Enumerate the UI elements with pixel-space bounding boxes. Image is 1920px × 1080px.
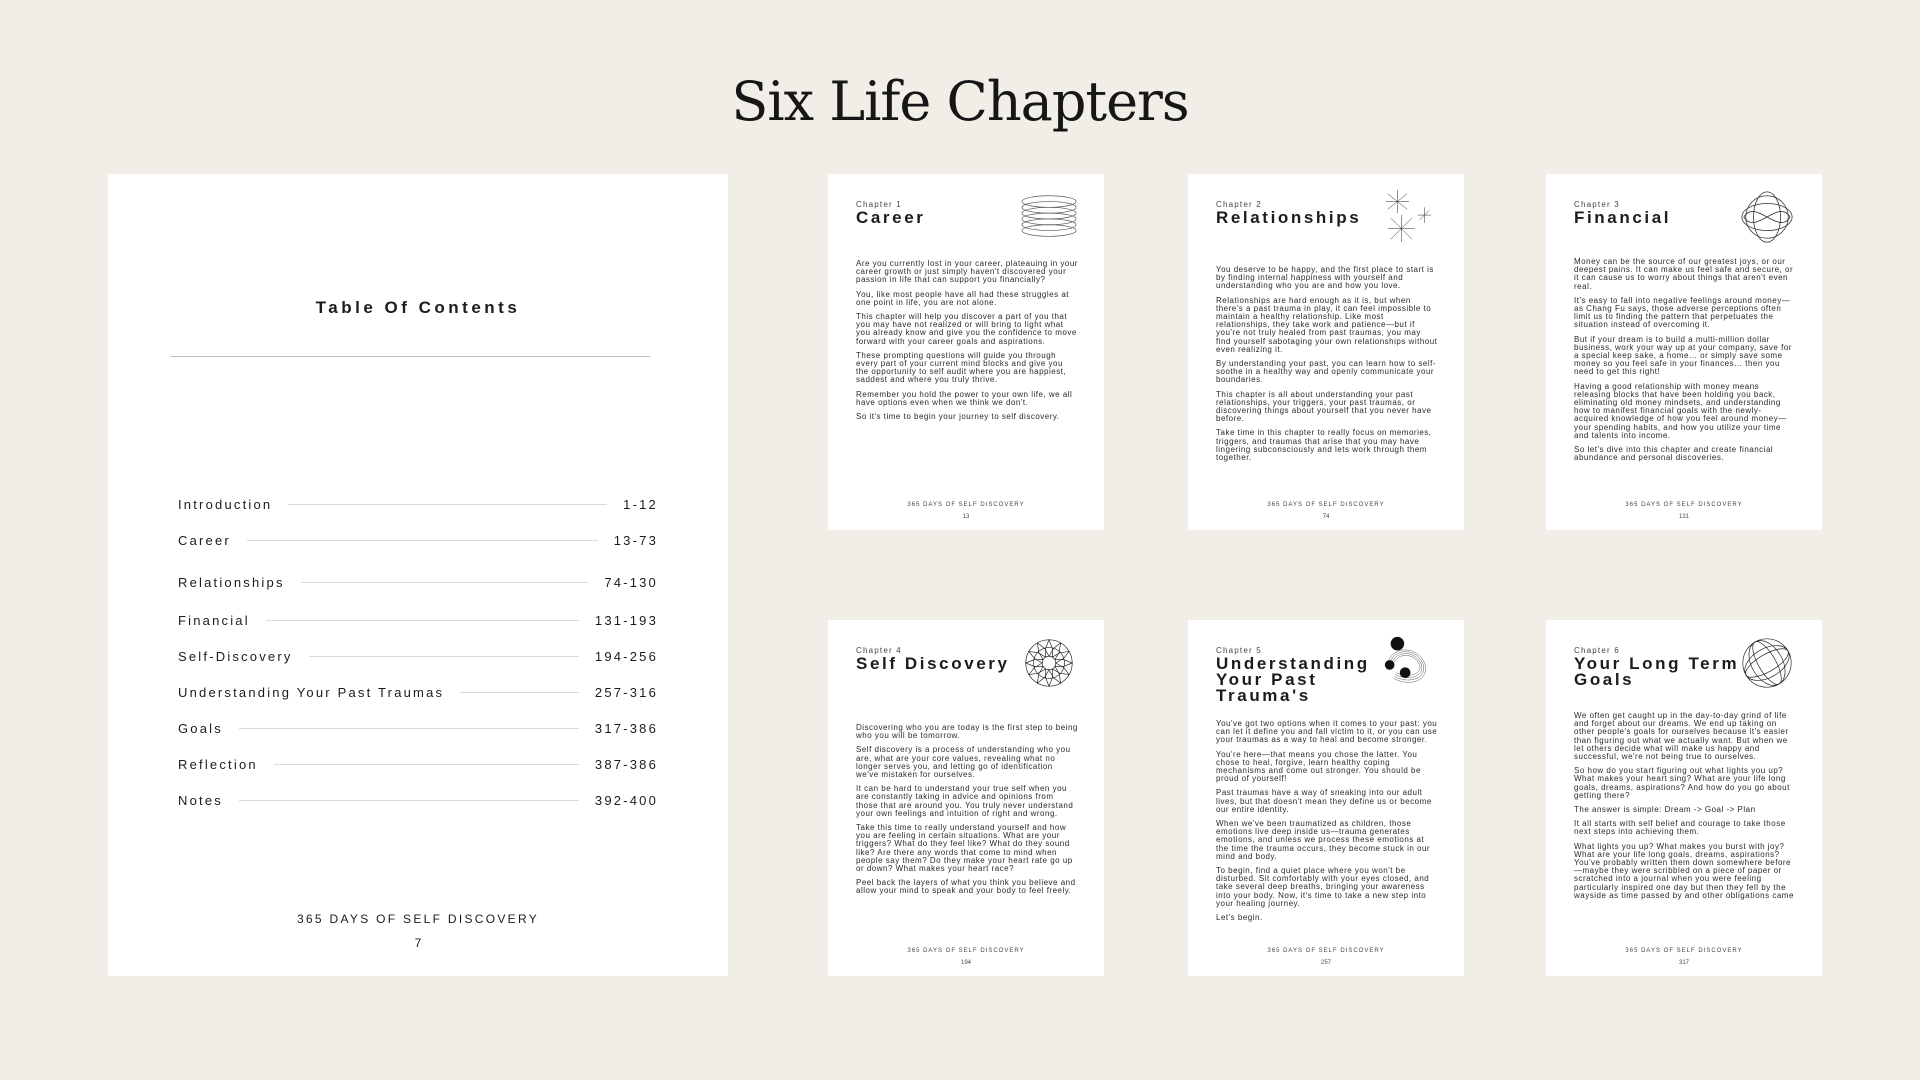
toc-leader: [274, 764, 579, 765]
toc-entry: [178, 494, 658, 514]
chapter-paragraph: To begin, find a quiet place where you won't be disturbed. Sit comfortably with your eyes closed, and take several deep breaths, bringing your awareness into your body. Now, it's time to take a new step into your healing journey.: [1216, 866, 1430, 908]
chapter-footer: 365 DAYS OF SELF DISCOVERY: [907, 948, 1025, 954]
chapter-paragraph: You've got two options when it comes to your past: you can let it define you and fall victim to it, or you can use your traumas as a way to heal and become stronger.: [1216, 719, 1438, 745]
chapter-page-number: 13: [962, 514, 970, 520]
toc-entry-pages: 13-73: [613, 532, 658, 548]
chapter-title: Relationships: [1216, 208, 1362, 227]
chapter-label: Chapter 6: [1574, 646, 1620, 655]
toc-leader: [239, 728, 579, 729]
chapter-paragraph: By understanding your past, you can learn how to self-soothe in a healthy way and openly communicate your boundaries.: [1216, 359, 1436, 385]
toc-entry-pages: 257-316: [594, 684, 658, 700]
chapter-footer: 365 DAYS OF SELF DISCOVERY: [1267, 502, 1385, 508]
toc-leader: [239, 800, 579, 801]
toc-entry: [178, 718, 658, 738]
toc-leader: [301, 582, 589, 583]
chapter-paragraph: Peel back the layers of what you think you believe and allow your mind to speak and your body to feel freely.: [856, 878, 1076, 896]
chapter-body: [1216, 266, 1438, 468]
chapter-paragraph: These prompting questions will guide you through every part of your current mind blocks and give you the opportunity to self audit where you are happiest, saddest and where you truly thrive.: [856, 350, 1067, 385]
chapter-page-number: 194: [960, 960, 971, 966]
toc-footer: 365 DAYS OF SELF DISCOVERY: [296, 912, 540, 926]
chapter-page-long-term-goals: [1546, 620, 1822, 976]
chapter-paragraph: Are you currently lost in your career, plateauing in your career growth or just simply haven't discovered your passion in life that can support you financially?: [856, 259, 1078, 285]
chapter-paragraph: We often get caught up in the day-to-day grind of life and forget about our dreams. We end up taking on other people's goals for ourselves because it's easier than figuring out what we actually want. But when we let others decide what will make us happy and successful, we're not being true to ourselves.: [1574, 711, 1789, 762]
toc-entry-pages: 194-256: [594, 648, 658, 664]
toc-entry: [178, 646, 658, 666]
page-title: Six Life Chapters: [731, 70, 1189, 133]
chapter-paragraph: This chapter will help you discover a part of you that you may have not realized or will bring to light what you already know and give you the confidence to move forward with your career goals and aspirations.: [856, 312, 1077, 346]
toc-leader: [266, 620, 579, 621]
toc-leader: [288, 504, 607, 505]
chapter-page-number: 131: [1678, 514, 1689, 520]
toc-entry: [178, 790, 658, 810]
chapter-paragraph: Take this time to really understand yourself and how you are feeling in certain situations. What are your triggers? What do they feel like? What do they sound like? Are there any words that come to mind when people say them? Do they make your heart rate go up or down? What makes your heart race?: [856, 823, 1073, 874]
toc-heading: Table Of Contents: [315, 298, 521, 317]
chapter-footer: 365 DAYS OF SELF DISCOVERY: [1625, 948, 1743, 954]
chapter-label: Chapter 5: [1216, 646, 1262, 655]
toc-entry: [178, 530, 658, 550]
toc-entry-label: Notes: [178, 792, 223, 808]
chapter-body: [1216, 720, 1438, 928]
chapter-paragraph: It can be hard to understand your true self when you are constantly taking in advice and opinions from those that are around you. You truly never understand your own feelings and intuition of right and wrong.: [856, 784, 1074, 818]
chapter-paragraph: So let's dive into this chapter and create financial abundance and personal discoveries.: [1574, 445, 1774, 463]
toc-page-number: 7: [414, 936, 422, 950]
toc-entry-label: Reflection: [178, 756, 258, 772]
chapter-body: [856, 260, 1078, 427]
chapter-footer: 365 DAYS OF SELF DISCOVERY: [1267, 948, 1385, 954]
wire-globe-icon: [1738, 634, 1796, 692]
toc-leader: [460, 692, 579, 693]
chapter-page-relationships: [1188, 174, 1464, 530]
chapter-title: Career: [856, 208, 926, 227]
chapter-page-self-discovery: [828, 620, 1104, 976]
chapter-paragraph: Relationships are hard enough as it is, but when there's a past trauma in play, it can feel impossible to maintain a healthy relationship. Like most relationships, they take work and patience—but if you're not truly healed from past traumas, you may find yourself sabotaging your own relationships without even realizing it.: [1216, 295, 1438, 354]
chapter-page-number: 74: [1322, 514, 1330, 520]
chapter-title: Financial: [1574, 208, 1672, 227]
toc-entry: [178, 682, 658, 702]
chapter-paragraph: You deserve to be happy, and the first place to start is by finding internal happiness with yourself and understanding who you are and how you love.: [1216, 265, 1434, 291]
chapter-paragraph: Let's begin.: [1216, 913, 1263, 923]
chapter-paragraph: Remember you hold the power to your own life, we all have options even when we think we don't.: [856, 389, 1073, 407]
chapter-paragraph: You, like most people have all had these struggles at one point in life, you are not alone.: [856, 289, 1069, 307]
chapter-label: Chapter 3: [1574, 200, 1620, 209]
toc-entry: [178, 754, 658, 774]
interlocking-loops-icon: [1738, 188, 1796, 246]
toc-entry-label: Goals: [178, 720, 223, 736]
toc-entry-label: Introduction: [178, 496, 273, 512]
toc-entry-label: Self-Discovery: [178, 648, 293, 664]
toc-page: [108, 174, 728, 976]
toc-divider: [170, 356, 650, 357]
chapter-footer: 365 DAYS OF SELF DISCOVERY: [907, 502, 1025, 508]
wavy-circles-icon: [1380, 634, 1438, 692]
chapter-paragraph: So it's time to begin your journey to self discovery.: [856, 412, 1060, 422]
chapter-title: Your Long Term Goals: [1574, 654, 1740, 689]
toc-entry-pages: 131-193: [594, 612, 658, 628]
chapter-paragraph: It's easy to fall into negative feelings around money—as Chang Fu says, those adverse perceptions often limit us to finding the pattern that perpetuates the situation instead of overcoming it.: [1574, 295, 1791, 330]
toc-leader: [309, 656, 579, 657]
chapter-page-past-traumas: [1188, 620, 1464, 976]
chapter-paragraph: Having a good relationship with money means releasing blocks that have been holding you back, eliminating old money mindsets, and understanding how to manifest financial goals with the newly-acquired knowledge of how you feel around money—your spending habits, and how you utilize your time and talents into income.: [1574, 381, 1787, 440]
chapter-body: [1574, 258, 1796, 468]
chapter-paragraph: The answer is simple: Dream -> Goal -> Plan: [1574, 805, 1756, 815]
chapter-label: Chapter 4: [856, 646, 902, 655]
toc-entry-pages: 317-386: [594, 720, 658, 736]
chapter-page-number: 317: [1678, 960, 1689, 966]
chapter-body: [1574, 712, 1796, 906]
toc-leader: [247, 540, 598, 541]
chapter-page-career: [828, 174, 1104, 530]
toc-entry-pages: 392-400: [594, 792, 658, 808]
chapter-label: Chapter 2: [1216, 200, 1262, 209]
chapter-title: Self Discovery: [856, 654, 1010, 673]
chapter-body: [856, 724, 1078, 902]
chapter-label: Chapter 1: [856, 200, 902, 209]
stacked-rings-icon: [1020, 188, 1078, 246]
chapter-footer: 365 DAYS OF SELF DISCOVERY: [1625, 502, 1743, 508]
starburst-icon: [1380, 188, 1438, 246]
chapter-paragraph: You're here—that means you chose the latter. You chose to heal, forgive, learn healthy coping mechanisms and come out stronger. You should be proud of yourself!: [1216, 749, 1421, 784]
chapter-paragraph: So how do you start figuring out what lights you up? What makes your heart sing? What are your life long goals, dreams, aspirations? And how do you go about getting there?: [1574, 766, 1790, 800]
toc-entry-pages: 387-386: [594, 756, 658, 772]
toc-entry-label: Relationships: [178, 574, 285, 590]
chapter-paragraph: But if your dream is to build a multi-million dollar business, work your way up at your company, save for a special keep sake, a home… or simply save some money so you feel safe in your finances… then you need to get this right!: [1574, 334, 1792, 377]
chapter-paragraph: It all starts with self belief and courage to take those next steps into achieving them.: [1574, 819, 1786, 837]
chapter-paragraph: Self discovery is a process of understanding who you are, what are your core values, revealing what no longer serves you, and letting go of identification we've mistaken for ourselves.: [856, 745, 1071, 780]
toc-entry-pages: 1-12: [623, 496, 658, 512]
toc-entry: [178, 572, 658, 592]
chapter-paragraph: What lights you up? What makes you burst with joy? What are your life long goals, dreams, aspirations? You've probably written them down somewhere before—maybe they were scribbled on a piece of paper or scratched into a journal when you were feeling particularly inspired one day but then they fell by the wayside as time passed by and other obligations came: [1574, 841, 1794, 900]
chapter-title: Understanding Your Past Trauma's: [1216, 654, 1370, 705]
toc-entry: [178, 610, 658, 630]
toc-entry-pages: 74-130: [604, 574, 658, 590]
toc-entry-label: Understanding Your Past Traumas: [178, 684, 445, 700]
chapter-paragraph: When we've been traumatized as children, those emotions live deep inside us—trauma generates emotions, and unless we process these emotions at the time the trauma occurs, they become stuck in our mind and body.: [1216, 819, 1431, 861]
chapter-paragraph: This chapter is all about understanding your past relationships, your triggers, your past traumas, or discovering things about yourself that you never have before.: [1216, 389, 1432, 424]
chapter-paragraph: Money can be the source of our greatest joys, or our deepest pains. It can make us feel safe and secure, or it can cause us to worry about things that aren't even real.: [1574, 257, 1794, 291]
chapter-page-financial: [1546, 174, 1822, 530]
chapter-paragraph: Take time in this chapter to really focus on memories, triggers, and traumas that arise that you may have lingering subconsciously and lets work through them together.: [1216, 428, 1432, 463]
toc-entry-label: Career: [178, 532, 231, 548]
chapter-paragraph: Discovering who you are today is the first step to being who you will be tomorrow.: [856, 723, 1078, 741]
mandala-icon: [1020, 634, 1078, 692]
toc-entry-label: Financial: [178, 612, 250, 628]
chapter-page-number: 257: [1320, 960, 1331, 966]
chapter-paragraph: Past traumas have a way of sneaking into our adult lives, but that doesn't mean they define us or become our entire identity.: [1216, 788, 1432, 814]
